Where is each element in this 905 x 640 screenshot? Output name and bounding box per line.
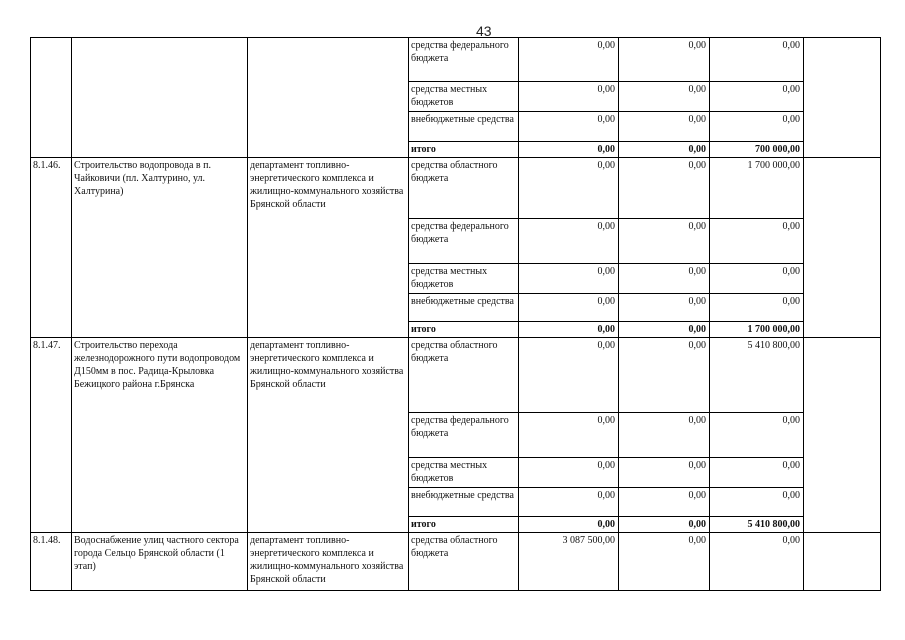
funding-source-cell: итого [409,517,519,533]
value-cell-2: 0,00 [619,322,710,338]
value-cell-1: 0,00 [519,264,619,294]
extra-cell [804,38,881,158]
value-cell-3: 5 410 800,00 [710,338,804,413]
value-cell-1: 3 087 500,00 [519,533,619,591]
value-cell-2: 0,00 [619,142,710,158]
value-cell-3: 0,00 [710,488,804,517]
item-name-cell: Водоснабжение улиц частного сектора города Сельцо Брянской области (1 этап) [72,533,248,591]
extra-cell [804,338,881,533]
table-row [31,158,881,219]
value-cell-1: 0,00 [519,294,619,322]
department-cell: департамент топливно-энергетического комплекса и жилищно-коммунального хозяйства Брянской области [248,158,409,338]
value-cell-2: 0,00 [619,517,710,533]
value-cell-1: 0,00 [519,517,619,533]
value-cell-3: 0,00 [710,82,804,112]
funding-source-cell: средства федерального бюджета [409,219,519,264]
value-cell-1: 0,00 [519,112,619,142]
funding-source-cell: внебюджетные средства [409,294,519,322]
table-row [31,338,881,413]
value-cell-3: 0,00 [710,219,804,264]
value-cell-3: 0,00 [710,294,804,322]
value-cell-3: 1 700 000,00 [710,322,804,338]
value-cell-1: 0,00 [519,458,619,488]
value-cell-2: 0,00 [619,294,710,322]
value-cell-2: 0,00 [619,458,710,488]
value-cell-2: 0,00 [619,264,710,294]
value-cell-3: 0,00 [710,533,804,591]
page-number: 43 [476,23,492,39]
funding-source-cell: средства местных бюджетов [409,82,519,112]
funding-source-cell: внебюджетные средства [409,488,519,517]
value-cell-1: 0,00 [519,158,619,219]
budget-table [30,37,881,591]
funding-source-cell: средства местных бюджетов [409,264,519,294]
item-number-cell: 8.1.46. [31,158,72,338]
value-cell-2: 0,00 [619,533,710,591]
table-row [31,38,881,82]
value-cell-1: 0,00 [519,142,619,158]
item-name-cell: Строительство водопровода в п. Чайковичи (пл. Халтурино, ул. Халтурина) [72,158,248,338]
value-cell-1: 0,00 [519,219,619,264]
extra-cell [804,158,881,338]
department-cell: департамент топливно-энергетического комплекса и жилищно-коммунального хозяйства Брянской области [248,338,409,533]
value-cell-1: 0,00 [519,413,619,458]
funding-source-cell: средства областного бюджета [409,533,519,591]
value-cell-2: 0,00 [619,338,710,413]
department-cell: департамент топливно-энергетического комплекса и жилищно-коммунального хозяйства Брянской области [248,533,409,591]
value-cell-2: 0,00 [619,219,710,264]
funding-source-cell: средства федерального бюджета [409,413,519,458]
value-cell-2: 0,00 [619,112,710,142]
value-cell-3: 0,00 [710,413,804,458]
value-cell-2: 0,00 [619,488,710,517]
value-cell-2: 0,00 [619,82,710,112]
value-cell-1: 0,00 [519,488,619,517]
item-number-cell: 8.1.48. [31,533,72,591]
table-row [31,533,881,591]
value-cell-2: 0,00 [619,38,710,82]
value-cell-1: 0,00 [519,82,619,112]
funding-source-cell: средства областного бюджета [409,338,519,413]
value-cell-3: 1 700 000,00 [710,158,804,219]
item-name-cell: Строительство перехода железнодорожного пути водопроводом Д150мм в пос. Радица-Крыловка Бежицкого района г.Брянска [72,338,248,533]
value-cell-3: 0,00 [710,458,804,488]
value-cell-2: 0,00 [619,158,710,219]
item-number-cell [31,38,72,158]
department-cell [248,38,409,158]
funding-source-cell: средства местных бюджетов [409,458,519,488]
funding-source-cell: средства федерального бюджета [409,38,519,82]
value-cell-1: 0,00 [519,322,619,338]
extra-cell [804,533,881,591]
item-number-cell: 8.1.47. [31,338,72,533]
funding-source-cell: внебюджетные средства [409,112,519,142]
funding-source-cell: средства областного бюджета [409,158,519,219]
value-cell-3: 0,00 [710,112,804,142]
value-cell-3: 0,00 [710,38,804,82]
funding-source-cell: итого [409,142,519,158]
value-cell-3: 700 000,00 [710,142,804,158]
item-name-cell [72,38,248,158]
value-cell-2: 0,00 [619,413,710,458]
value-cell-1: 0,00 [519,38,619,82]
funding-source-cell: итого [409,322,519,338]
value-cell-3: 5 410 800,00 [710,517,804,533]
value-cell-3: 0,00 [710,264,804,294]
value-cell-1: 0,00 [519,338,619,413]
